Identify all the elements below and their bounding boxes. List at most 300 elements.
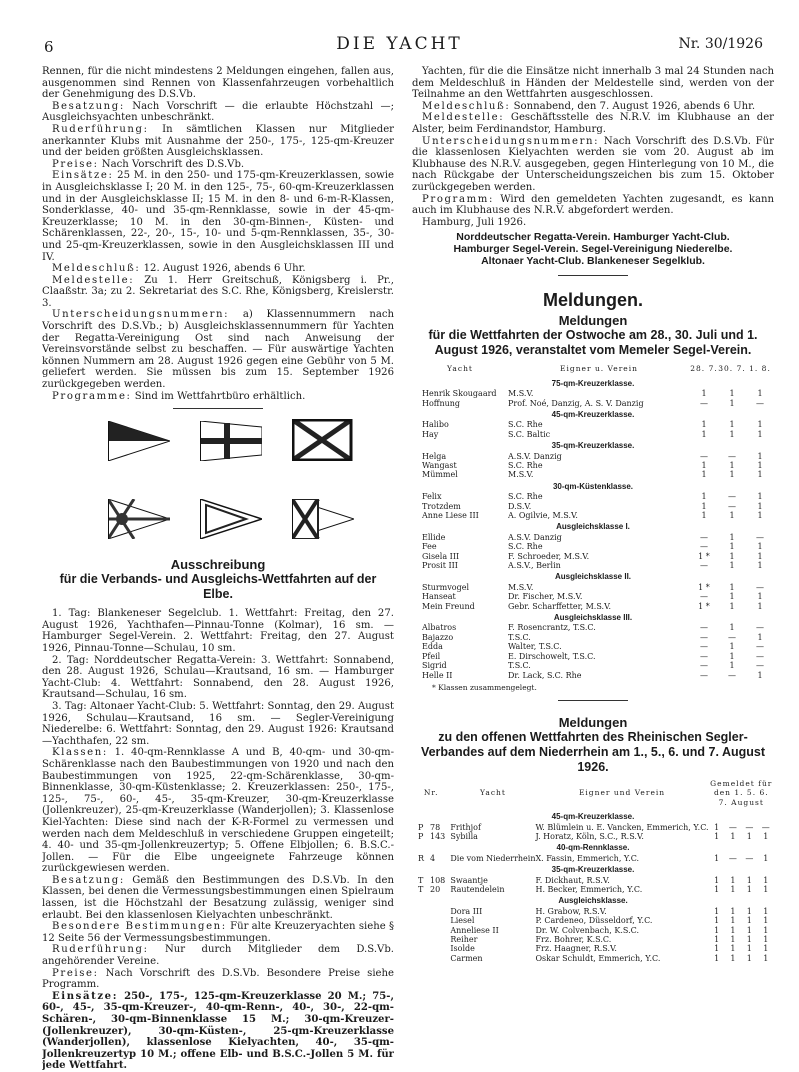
owner-club: Dr. W. Colvenbach, K.S.C. — [535, 925, 639, 935]
table-row — [412, 492, 774, 501]
paragraph: Klassen: 1. 40-qm-Rennklasse A und B, 40-qm- und 30-qm-Schärenklasse nach den Baubestimmungen von 1920 und nach den Baubestimmungen von 1925, 22-qm-Schärenklasse, 30-qm-Binnenklasse, 30-qm-Küstenklasse; 2. Kreuzerklassen: 250-, 175-, 125-, 75-, 60-, 45-, 35-qm-Kreuzer, 30-qm-Kreuzerklasse (Jollenkreuzer), 25-qm-Kreuzerklasse (Wanderjollen); 3. Klassenlose Kiel-Yachten: Diese sind nach der K-R-Formel zu vermessen und werden nach dem Meldeschluß in verschiedene Gruppen eingeteilt; 4. 40- und 35-qm-Jollenkreuzertyp; 5. Offene Elbjollen; 6. B.S.C.-Jollen. — Für die Elbe ungeeignete Fahrzeuge können zurückgewiesen werden. — [42, 747, 394, 875]
race-entry: 1 — [701, 511, 707, 520]
owner-club: T.S.C. — [508, 632, 531, 642]
table-row — [412, 854, 774, 863]
class-heading: 45-qm-Kreuzerklasse. — [551, 812, 635, 822]
yacht-name: Helga — [422, 451, 447, 461]
race-entry: 1 — [729, 582, 735, 592]
race-entry: 1 — [757, 592, 763, 602]
paragraph: Meldeschluß: 12. August 1926, abends 6 Uhr. — [52, 263, 306, 275]
divider — [173, 408, 263, 409]
table-row — [412, 561, 774, 570]
race-entry: 1 — [763, 831, 769, 841]
paragraph: Programm: Wird den gemeldeten Yachten zugesandt, es kann auch im Klubhause des N.R.V. abgefordert werden. — [412, 193, 774, 217]
owner-club: T.S.C. — [508, 661, 531, 671]
yacht-name: Mein Freund — [422, 601, 475, 611]
race-entry: 1 — [729, 642, 735, 652]
sail-num: 143 — [430, 831, 446, 841]
yacht-name: Prosit III — [422, 561, 458, 571]
race-entry: — — [756, 623, 764, 633]
pennant-flag-4 — [108, 499, 170, 539]
issue-number: Nr. 30/1926 — [678, 36, 763, 52]
race-entry: 1 — [763, 925, 769, 935]
class-heading-row — [412, 810, 774, 822]
left-column — [42, 66, 394, 1072]
race-entry: 1 — [757, 460, 763, 470]
table-header: Nr. Yacht Eigner und Verein Gemeldet für den 1. 5. 6. 7. August — [423, 778, 773, 807]
race-entry: 1 — [757, 632, 763, 642]
race-entry: 1 — [729, 470, 735, 480]
race-entry: 1 — [757, 542, 763, 552]
race-entry: 1 — [730, 831, 736, 841]
yacht-name: Wangast — [422, 460, 457, 470]
table-row — [412, 823, 774, 832]
owner-club: J. Horatz, Köln, S.C., R.S.V. — [535, 831, 644, 841]
entries-table-niederrhein — [412, 779, 774, 963]
race-entry: — — [728, 853, 737, 863]
paragraph: Besatzung: Gemäß den Bestimmungen des D.S.Vb. In den Klassen, bei denen die Vermessungsbestimmungen einen Spielraum lassen, ist die Höchstzahl der Besatzung zulässig, weniger sind erlaubt. Bei den klassenlosen Kielyachten unbeschränkt. — [42, 874, 394, 921]
sail-number — [412, 876, 450, 885]
table-row — [412, 430, 774, 439]
table-row — [412, 885, 774, 894]
yacht-name: Bajazzo — [422, 632, 454, 642]
race-entry: — — [700, 651, 708, 661]
race-entry: 1 — [714, 906, 720, 916]
race-entry: 1 — [714, 884, 720, 894]
race-entry: — — [700, 561, 708, 571]
race-entry: — — [728, 632, 736, 642]
class-heading-row — [412, 520, 774, 532]
race-entry: — — [700, 632, 708, 642]
table-row — [412, 602, 774, 611]
class-heading: Ausgleichsklasse II. — [554, 572, 632, 582]
paragraph: Einsätze: 250-, 175-, 125-qm-Kreuzerklasse 20 M.; 75-, 60-, 45-, 35-qm-Kreuzer-, 40-qm-Renn-, 40-, 30-, 22-qm-Schären-, 30-qm-Binnenklasse 15 M.; 30-qm-Kreuzer- (Jollenkreuzer), 30-qm-Küsten-, 25-qm-Kreuzerklasse (Wanderjollen), klassenlose Kielyachten, 40-, 35-qm-Jollenkreuzertyp 10 M.; offene Elb- und B.S.C.-Jollen 5 M. für jede Wettfahrt. — [42, 990, 394, 1072]
yacht-name: Helle II — [422, 670, 453, 680]
meldungen-subtitle-2: zu den offenen Wettfahrten des Rheinischen Segler-Verbandes auf dem Niederrhein am 1., 5., 6. und 7. August 1926. — [420, 729, 766, 774]
table-row — [412, 592, 774, 601]
race-entry: — — [700, 670, 708, 680]
yacht-name: Frithjof — [450, 822, 481, 832]
owner-club: Frz. Haagner, R.S.V. — [535, 944, 617, 954]
yacht-name: Dora III — [450, 906, 483, 916]
race-entry: 1 — [701, 492, 707, 502]
race-entry: 1 — [757, 551, 763, 561]
race-entry: 1 — [701, 470, 707, 480]
yacht-name: Gisela III — [422, 551, 460, 561]
owner-club: X. Fassin, Emmerich, Y.C. — [535, 853, 640, 863]
owner-club: F. Schroeder, M.S.V. — [508, 551, 590, 561]
owner-club: M.S.V. — [508, 582, 534, 592]
paragraph: Einsätze: 25 M. in den 250- und 175-qm-Kreuzerklassen, sowie in Ausgleichsklasse I; 20 M. in den 125-, 75-, 60-qm-Kreuzerklassen und in der Ausgleichsklasse II; 15 M. in den 8- und 6-m-R-Klassen, Sonderklasse, 40- und 35-qm-Rennklasse, sowie in der 45-qm-Kreuzerklasse; 10 M. in den 30-qm-Binnen-, Küsten- und Schärenklassen, 22-, 20-, 15-, 10- und 5-qm-Rennklassen, 35-, 30- und 25-qm-Kreuzerklassen, sowie in den Ausgleichsklassen III und IV. — [42, 170, 394, 263]
race-entry: 1 — [729, 532, 735, 542]
race-entry: — — [700, 542, 708, 552]
race-entry: 1 — [701, 420, 707, 430]
class-heading-row — [412, 611, 774, 623]
race-entry: 1 — [746, 875, 752, 885]
race-entry: 1 — [757, 389, 763, 399]
class-heading: 40-qm-Rennklasse. — [556, 843, 630, 853]
sail-number — [412, 907, 450, 916]
divider — [558, 275, 628, 276]
pennant-flag-1 — [108, 421, 170, 461]
right-column — [412, 66, 774, 963]
race-entry: 1 — [729, 601, 735, 611]
pennant-flag-2 — [200, 421, 262, 461]
sail-letter: T — [418, 875, 424, 885]
yacht-name: Sturmvogel — [422, 582, 470, 592]
race-entry: — — [756, 661, 764, 671]
race-entry: 1 — [746, 831, 752, 841]
yacht-name: Trotzdem — [422, 501, 461, 511]
yacht-name: Sigrid — [422, 661, 447, 671]
yacht-name: Swaantje — [450, 875, 488, 885]
sail-number — [412, 954, 450, 963]
race-entry: — — [756, 532, 764, 542]
club-line: Hamburger Segel-Verein. Segel-Vereinigung Niederelbe. — [453, 243, 733, 256]
club-signatures — [412, 231, 774, 267]
race-entry: — — [756, 398, 764, 408]
table-row — [412, 552, 774, 561]
class-heading: 45-qm-Kreuzerklasse. — [551, 409, 635, 419]
owner-club: Gebr. Scharffetter, M.S.V. — [508, 601, 611, 611]
race-entry: 1 — [746, 916, 752, 926]
race-entry: 1 — [746, 884, 752, 894]
race-entry: 1 — [730, 884, 736, 894]
race-entry: 1 — [729, 460, 735, 470]
table-row — [412, 944, 774, 953]
table-row — [412, 461, 774, 470]
class-heading: 30-qm-Küstenklasse. — [552, 481, 634, 491]
paragraph: Meldeschluß: Sonnabend, den 7. August 1926, abends 6 Uhr. — [422, 100, 756, 112]
race-entry: 1 — [757, 470, 763, 480]
owner-club: S.C. Baltic — [508, 429, 551, 439]
yacht-name: Reiher — [450, 935, 478, 944]
sail-number — [412, 823, 450, 832]
table-header: Yacht Eigner u. Verein 28. 7. 30. 7. 1. 8. — [447, 364, 771, 374]
owner-club: F. Dickhaut, R.S.V. — [535, 875, 610, 885]
race-entry: — — [761, 822, 770, 832]
owner-club: D.S.V. — [508, 501, 532, 511]
race-entry: 1 — [730, 953, 736, 963]
sail-number — [412, 926, 450, 935]
race-entry: 1 — [714, 831, 720, 841]
class-heading-row — [412, 863, 774, 875]
race-entry: 1 — [729, 551, 735, 561]
owner-club: S.C. Rhe — [508, 542, 543, 552]
owner-club: E. Dirschowelt, T.S.C. — [508, 651, 596, 661]
yacht-name: Anneliese II — [450, 925, 499, 935]
class-heading: 75-qm-Kreuzerklasse. — [551, 378, 635, 388]
yacht-name: Hanseat — [422, 592, 456, 602]
race-entry: 1 — [730, 906, 736, 916]
yacht-name: Pfeil — [422, 651, 441, 661]
owner-club: Frz. Bohrer, K.S.C. — [535, 935, 612, 944]
yacht-name: Sybilla — [450, 831, 478, 841]
race-entry: — — [756, 642, 764, 652]
race-entry: 1 — [701, 389, 707, 399]
entries-table-ostwoche — [412, 364, 774, 680]
race-entry: 1 * — [698, 551, 710, 561]
class-heading: Ausgleichsklasse I. — [556, 522, 630, 532]
meldungen-main-title: Meldungen. — [543, 290, 643, 311]
table-row — [412, 876, 774, 885]
club-pennants — [42, 419, 394, 565]
race-entry: 1 — [763, 944, 769, 954]
sail-letter: P — [418, 831, 424, 841]
owner-club: H. Becker, Emmerich, Y.C. — [535, 884, 643, 894]
race-entry: 1 — [729, 511, 735, 520]
race-entry: 1 — [763, 875, 769, 885]
class-heading-row — [412, 570, 774, 582]
owner-club: S.C. Rhe — [508, 460, 543, 470]
race-entry: — — [728, 670, 736, 680]
yacht-name: Liesel — [450, 916, 475, 926]
race-entry: — — [728, 451, 736, 461]
race-entry: 1 — [757, 511, 763, 520]
sail-letter: R — [418, 853, 425, 863]
sail-num: 4 — [430, 853, 436, 863]
owner-club: M.S.V. — [508, 470, 534, 480]
race-entry: 1 — [757, 601, 763, 611]
race-entry: — — [700, 532, 708, 542]
owner-club: M.S.V. — [508, 389, 534, 399]
table-row — [412, 452, 774, 461]
class-heading: 35-qm-Kreuzerklasse. — [551, 865, 635, 875]
table-row — [412, 533, 774, 542]
owner-club: Prof. Noé, Danzig, A. S. V. Danzig — [508, 398, 644, 408]
meldungen-subtitle-1: für die Wettfahrten der Ostwoche am 28., 30. Juli und 1. August 1926, veranstaltet vom Memeler Segel-Verein. — [428, 328, 758, 358]
race-entry: 1 — [730, 875, 736, 885]
sail-number — [412, 935, 450, 944]
sail-number — [412, 854, 450, 863]
owner-club: H. Grabow, R.S.V. — [535, 906, 607, 916]
race-entry: 1 — [746, 906, 752, 916]
table-row — [412, 935, 774, 944]
paragraph: Meldestelle: Zu 1. Herr Greitschuß, Königsberg i. Pr., Claaßstr. 3a; zu 2. Sekretariat des S.C. Rhe, Königsberg, Kreislerstr. 3. — [42, 274, 394, 309]
yacht-name: Albatros — [422, 623, 457, 633]
paragraph: Ruderführung: In sämtlichen Klassen nur Mitglieder anerkannter Klubs mit Ausnahme der 250-, 175-, 125-qm-Kreuzer und der beiden größten Ausgleichsklassen. — [42, 123, 394, 159]
paragraph: Besondere Bestimmungen: Für alte Kreuzeryachten siehe § 12 Seite 56 der Vermessungsbestimmungen. — [42, 921, 394, 944]
race-entry: 1 — [729, 661, 735, 671]
race-entry: 1 — [757, 561, 763, 571]
race-entry: 1 — [729, 389, 735, 399]
masthead: DIE YACHT — [336, 34, 463, 54]
yacht-name: Henrik Skougaard — [422, 389, 497, 399]
race-entry: 1 — [746, 944, 752, 954]
class-heading-row — [412, 408, 774, 420]
class-heading-row — [412, 439, 774, 451]
table-row — [412, 642, 774, 651]
race-entry: 1 — [714, 944, 720, 954]
race-entry: — — [700, 623, 708, 633]
paragraph: Programme: Sind im Wettfahrtbüro erhältlich. — [52, 390, 306, 402]
race-entry: 1 — [714, 925, 720, 935]
sail-letter: T — [418, 884, 424, 894]
divider — [558, 700, 628, 701]
paragraph: Preise: Nach Vorschrift des D.S.Vb. — [52, 158, 245, 170]
race-entry: — — [728, 822, 737, 832]
yacht-name: Anne Liese III — [422, 511, 479, 520]
yacht-name: Mümmel — [422, 470, 458, 480]
class-heading-row — [412, 841, 774, 853]
paragraph: Yachten, für die die Einsätze nicht innerhalb 3 mal 24 Stunden nach dem Meldeschluß in Händen der Meldestelle sind, werden von der Teilnahme an den Wettfahrten ausgeschlossen. — [412, 66, 774, 101]
race-entry: — — [700, 642, 708, 652]
race-entry: — — [700, 451, 708, 461]
race-entry: 1 — [757, 429, 763, 439]
race-entry: 1 — [729, 623, 735, 633]
race-entry: — — [756, 651, 764, 661]
pennant-flag-5 — [200, 499, 262, 539]
yacht-name: Edda — [422, 642, 443, 652]
paragraph: Unterscheidungsnummern: a) Klassennummern nach Vorschrift des D.S.Vb.; b) Ausgleichsklassennummern für Yachten der Regatta-Vereinigung Ost sind nach Anweisung der Vereinsvorstände selbst zu beschaffen. — Für auswärtige Yachten können Nummern am 28. August 1926 gegen eine Gebühr von 5 M. geliefert werden. Sie müssen bis zum 15. September 1926 zurückgegeben werden. — [42, 309, 394, 391]
race-entry: 1 — [730, 925, 736, 935]
paragraph: Unterscheidungsnummern: Nach Vorschrift des D.S.Vb. Für die klassenlosen Kielyachten werden sie vom 20. August ab im Klubhause des N.R.V. ausgegeben, gegen Hinterlegung von 10 M., die nach Rückgabe der Unterscheidungszeichen bis zum 15. Oktober zurückgegeben werden. — [412, 135, 774, 193]
owner-club: F. Rosencrantz, T.S.C. — [508, 623, 596, 633]
table-row — [412, 652, 774, 661]
race-entry: 1 — [701, 501, 707, 511]
race-entry: — — [700, 661, 708, 671]
race-entry: 1 — [729, 561, 735, 571]
race-entry: 1 — [763, 953, 769, 963]
yacht-name: Felix — [422, 492, 442, 502]
table-row — [412, 954, 774, 963]
paragraph: Rennen, für die nicht mindestens 2 Meldungen eingehen, fallen aus, ausgenommen sind Rennen von Klassenfahrzeugen vorbehaltlich der Genehmigung des D.S.Vb. — [42, 66, 394, 101]
table-row — [412, 623, 774, 632]
race-entry: 1 — [729, 542, 735, 552]
table-footnote: * Klassen zusammengelegt. — [432, 682, 537, 692]
race-entry: — — [756, 582, 764, 592]
club-line: Altonaer Yacht-Club. Blankeneser Segelklub. — [481, 255, 705, 268]
race-entry: 1 — [729, 651, 735, 661]
yacht-name: Halibo — [422, 420, 449, 430]
yacht-name: Carmen — [450, 953, 483, 963]
race-entry: 1 — [763, 853, 769, 863]
paragraph: Besatzung: Nach Vorschrift — die erlaubte Höchstzahl —; Ausgleichsyachten unbeschränkt. — [42, 100, 394, 124]
race-entry: 1 — [729, 420, 735, 430]
sail-letter: P — [418, 822, 424, 832]
race-entry: — — [745, 822, 754, 832]
class-heading: Ausgleichsklasse. — [558, 896, 628, 906]
table-row — [412, 389, 774, 398]
race-entry: 1 * — [698, 601, 710, 611]
section-subtitle: für die Verbands- und Ausgleichs-Wettfahrten auf der Elbe. — [59, 572, 377, 602]
owner-club: A. Ogilvie, M.S.V. — [508, 511, 578, 520]
race-entry: — — [745, 853, 754, 863]
paragraph: Ruderführung: Nur durch Mitglieder dem D.S.Vb. angehörender Vereine. — [42, 944, 394, 968]
race-entry: 1 — [714, 853, 720, 863]
race-entry: 1 — [714, 875, 720, 885]
race-entry: 1 * — [698, 582, 710, 592]
table-row — [412, 502, 774, 511]
sail-number — [412, 832, 450, 841]
owner-club: A.S.V., Berlin — [508, 561, 561, 571]
pennant-flag-6 — [292, 499, 354, 539]
sail-number — [412, 944, 450, 953]
owner-club: Walter, T.S.C. — [508, 642, 562, 652]
class-heading-row — [412, 377, 774, 389]
owner-club: W. Blümlein u. E. Vancken, Emmerich, Y.C. — [535, 822, 709, 832]
page-number: 6 — [44, 38, 54, 56]
table-row — [412, 583, 774, 592]
class-heading: Ausgleichsklasse III. — [553, 613, 633, 623]
race-entry: — — [700, 592, 708, 602]
table-row — [412, 926, 774, 935]
race-entry: 1 — [730, 944, 736, 954]
race-entry: 1 — [746, 935, 752, 944]
yacht-name: Fee — [422, 542, 437, 552]
table-row — [412, 511, 774, 520]
sail-number — [412, 885, 450, 894]
yacht-name: Hoffnung — [422, 398, 461, 408]
race-entry: 1 — [714, 953, 720, 963]
race-entry: 1 — [701, 460, 707, 470]
race-entry: 1 — [730, 935, 736, 944]
paragraph: 2. Tag: Norddeutscher Regatta-Verein: 3. Wettfahrt: Sonnabend, den 28. August 1926, Schulau—Krautsand, 16 sm. — Hamburger Yacht-Club: 4. Wettfahrt: Sonnabend, den 28. August 1926, Krautsand—Schulau, 16 sm. — [42, 654, 394, 701]
yacht-name: Ellide — [422, 532, 446, 542]
dateline: Hamburg, Juli 1926. — [422, 216, 527, 228]
table-row — [412, 470, 774, 479]
pennant-flag-3 — [292, 419, 354, 459]
paragraph: Meldestelle: Geschäftsstelle des N.R.V. im Klubhause an der Alster, beim Ferdinandstor, Hamburg. — [412, 112, 774, 135]
yacht-name: Isolde — [450, 944, 475, 954]
owner-club: P. Cardeneo, Düsseldorf, Y.C. — [535, 916, 653, 926]
table-row — [412, 633, 774, 642]
paragraph: Preise: Nach Vorschrift des D.S.Vb. Besondere Preise siehe Programm. — [42, 967, 394, 991]
race-entry: 1 — [714, 935, 720, 944]
table-row — [412, 399, 774, 408]
race-entry: — — [700, 398, 708, 408]
meldungen-title-2: Meldungen — [558, 714, 628, 730]
table-row — [412, 671, 774, 680]
table-row — [412, 907, 774, 916]
page-header — [0, 34, 799, 56]
race-entry: 1 — [714, 822, 720, 832]
race-entry: 1 — [757, 451, 763, 461]
yacht-name: Hay — [422, 429, 439, 439]
class-heading-row — [412, 894, 774, 906]
class-heading: 35-qm-Kreuzerklasse. — [551, 441, 635, 451]
table-row — [412, 916, 774, 925]
race-entry: 1 — [729, 592, 735, 602]
owner-club: S.C. Rhe — [508, 420, 543, 430]
yacht-name: Rautendelein — [450, 884, 505, 894]
race-entry: 1 — [763, 935, 769, 944]
owner-club: A.S.V. Danzig — [508, 451, 562, 461]
paragraph: 1. Tag: Blankeneser Segelclub. 1. Wettfahrt: Freitag, den 27. August 1926, Yachthafen—Pinnau-Tonne (Kolmar), 16 sm. — Hamburger Segel-Verein. 2. Wettfahrt: Freitag, den 27. August 1926, Pinnau-Tonne—Schulau, 10 sm. — [42, 608, 394, 654]
race-entry: — — [728, 501, 736, 511]
owner-club: Dr. Lack, S.C. Rhe — [508, 670, 582, 680]
sail-num: 108 — [430, 875, 446, 885]
table-row — [412, 832, 774, 841]
paragraph: 3. Tag: Altonaer Yacht-Club: 5. Wettfahrt: Sonntag, den 29. August 1926, Schulau—Krautsand, 16 sm. — Segler-Vereinigung Niederelbe: 6. Wettfahrt: Sonntag, den 29. August 1926: Krautsand—Yachthafen, 22 sm. — [42, 700, 394, 747]
race-entry: 1 — [763, 906, 769, 916]
race-entry: 1 — [757, 670, 763, 680]
sail-num: 20 — [430, 884, 441, 894]
table-row — [412, 420, 774, 429]
race-entry: 1 — [729, 429, 735, 439]
race-entry: 1 — [729, 398, 735, 408]
owner-club: S.C. Rhe — [508, 492, 543, 502]
owner-club: A.S.V. Danzig — [508, 532, 562, 542]
race-entry: 1 — [746, 925, 752, 935]
class-heading-row — [412, 480, 774, 492]
sail-number — [412, 916, 450, 925]
race-entry: 1 — [757, 492, 763, 502]
club-line: Norddeutscher Regatta-Verein. Hamburger Yacht-Club. — [456, 231, 730, 244]
meldungen-title-1: Meldungen — [558, 313, 628, 329]
owner-club: Oskar Schuldt, Emmerich, Y.C. — [535, 953, 661, 963]
race-entry: 1 — [763, 916, 769, 926]
